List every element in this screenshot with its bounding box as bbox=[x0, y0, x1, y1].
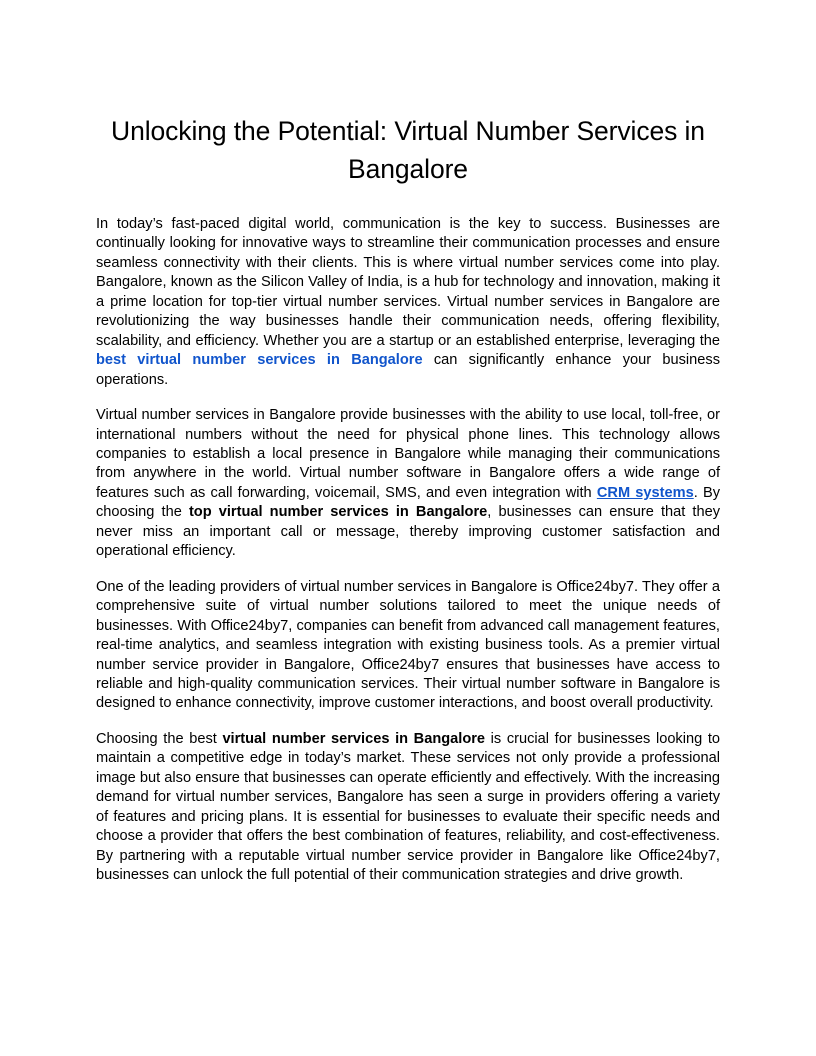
paragraph-text: Choosing the best bbox=[96, 730, 223, 747]
page-title: Unlocking the Potential: Virtual Number Services in Bangalore bbox=[111, 116, 705, 184]
paragraph-text: , businesses can ensure that they never miss an important call or message, thereby improving customer satisfaction and operational efficiency. bbox=[96, 504, 720, 560]
paragraph-text: In today’s fast-paced digital world, communication is the key to success. Businesses are continually looking for innovative ways to streamline their communication processes and ensure seamless connectivity with their clients. This is where virtual number services come into play. Bangalore, known as the Silicon Valley of India, is a hub for technology and innovation, making it a prime location for top-tier virtual number services. Virtual number services in Bangalore are revolutionizing the way businesses handle their communication needs, offering flexibility, scalability, and efficiency. Whether you are a startup or an established enterprise, leveraging the bbox=[96, 216, 720, 349]
document-page bbox=[96, 0, 720, 886]
bold-phrase: virtual number services in Bangalore bbox=[222, 730, 486, 747]
paragraph-choosing bbox=[96, 730, 720, 886]
bold-phrase: top virtual number services in Bangalore bbox=[188, 504, 488, 521]
best-virtual-number-services-link[interactable]: best virtual number services in Bangalore bbox=[96, 352, 423, 369]
paragraph-text: . By choosing the bbox=[96, 484, 720, 521]
paragraph-text: is crucial for businesses looking to maintain a competitive edge in today’s market. These services not only provide a professional image but also ensure that businesses can operate efficiently and effectively. With the increasing demand for virtual number services, Bangalore has seen a surge in providers offering a variety of features and pricing plans. It is essential for businesses to evaluate their specific needs and choose a provider that offers the best combination of features, reliability, and cost-effectiveness. By partnering with a reputable virtual number service provider in Bangalore like Office24by7, businesses can unlock the full potential of their communication strategies and drive growth. bbox=[96, 730, 721, 884]
crm-systems-link[interactable]: CRM systems bbox=[596, 484, 694, 501]
paragraph-intro bbox=[96, 215, 720, 390]
paragraph-provider: One of the leading providers of virtual number services in Bangalore is Office24by7. They offer a comprehensive suite of virtual number solutions tailored to meet the unique needs of businesses. With Office24by7, companies can benefit from advanced call management features, real-time analytics, and seamless integration with existing business tools. As a premier virtual number service provider in Bangalore, Office24by7 ensures that businesses have access to reliable and high-quality communication services. Their virtual number software in Bangalore is designed to enhance connectivity, improve customer interactions, and boost overall productivity. bbox=[96, 578, 720, 712]
paragraph-features bbox=[96, 406, 720, 562]
paragraph-text: Virtual number services in Bangalore provide businesses with the ability to use local, toll-free, or international numbers without the need for physical phone lines. This technology allows companies to establish a local presence in Bangalore while managing their communications from anywhere in the world. Virtual number software in Bangalore offers a wide range of features such as call forwarding, voicemail, SMS, and even integration with bbox=[96, 407, 720, 501]
paragraph-text: can significantly enhance your business operations. bbox=[96, 352, 720, 388]
